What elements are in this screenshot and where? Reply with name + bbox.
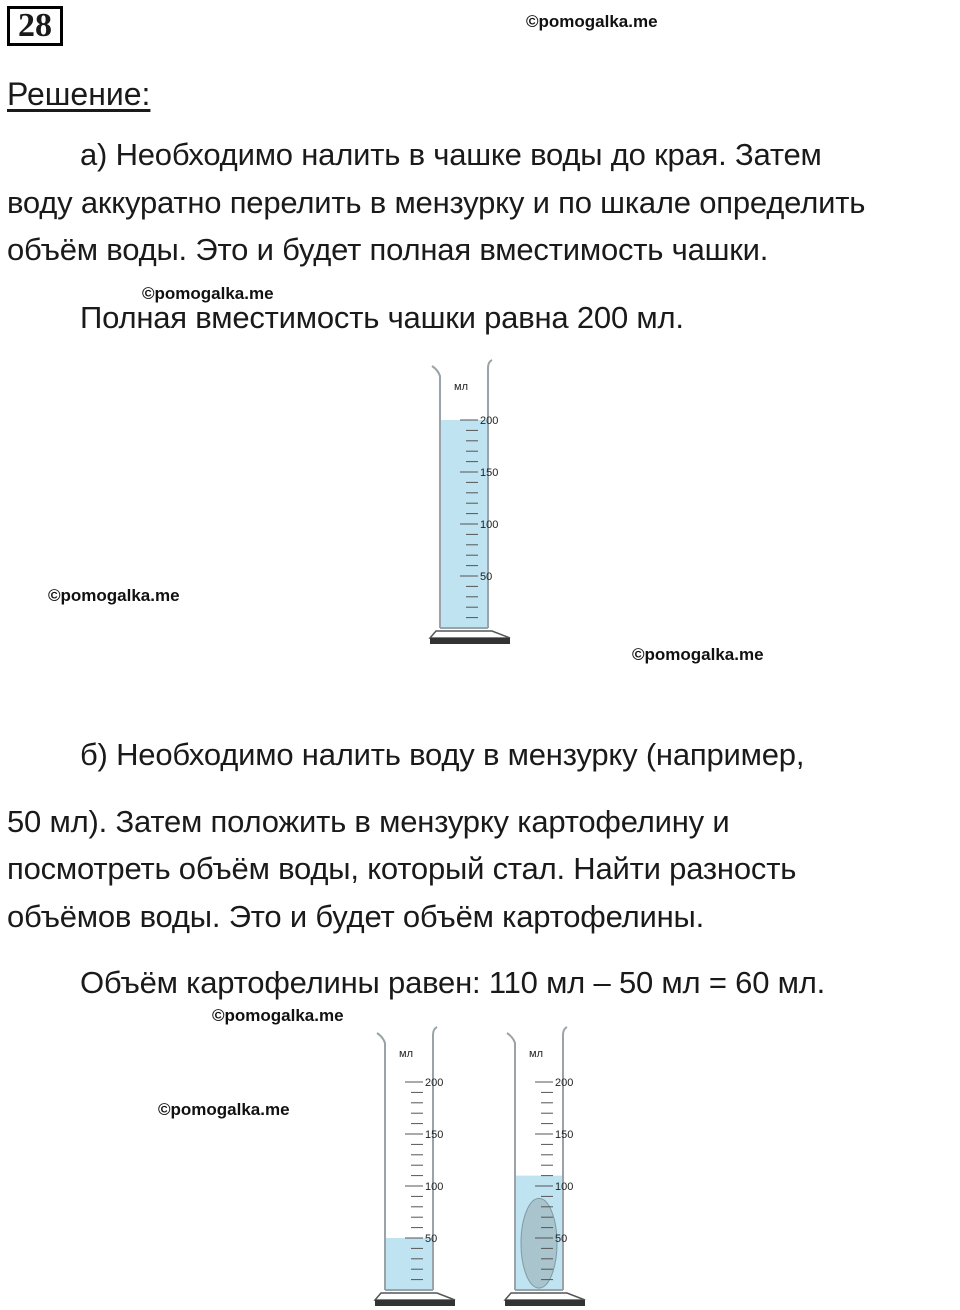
watermark: ©pomogalka.me — [48, 586, 180, 605]
water-fill — [385, 1238, 433, 1290]
cylinder-base — [505, 1293, 585, 1300]
scale-label: 200 — [555, 1077, 574, 1089]
scale-label: 50 — [480, 571, 493, 583]
part-a-answer: Полная вместимость чашки равна 200 мл. — [80, 300, 684, 335]
scale-label: 150 — [480, 467, 499, 479]
part-b-line-1: б) Необходимо налить воду в мензурку (например, — [80, 737, 805, 772]
measuring-cylinder-potato — [505, 1025, 620, 1305]
scale-label: 150 — [555, 1129, 574, 1141]
cylinder-base-foot — [505, 1300, 585, 1306]
watermark: ©pomogalka.me — [142, 284, 274, 303]
scale-label: 100 — [555, 1181, 574, 1193]
unit-label: мл — [399, 1048, 413, 1060]
cylinder-base — [375, 1293, 455, 1300]
watermark: ©pomogalka.me — [158, 1100, 290, 1119]
scale-label: 50 — [425, 1233, 438, 1245]
solution-heading: Решение: — [7, 76, 151, 112]
part-a-line-1: а) Необходимо налить в чашке воды до края. Затем — [80, 137, 822, 172]
part-a-line-2: воду аккуратно перелить в мензурку и по шкале определить — [7, 185, 866, 220]
part-b-line-3: посмотреть объём воды, который стал. Найти разность — [7, 851, 797, 886]
cylinder-base-foot — [430, 638, 510, 644]
part-b-line-4: объёмов воды. Это и будет объём картофелины. — [7, 899, 705, 934]
watermark: ©pomogalka.me — [632, 645, 764, 664]
scale-label: 200 — [480, 415, 499, 427]
scale-label: 150 — [425, 1129, 444, 1141]
watermark: ©pomogalka.me — [212, 1006, 344, 1025]
measuring-cylinder-full — [430, 358, 545, 643]
part-a-line-3: объём воды. Это и будет полная вместимость чашки. — [7, 232, 769, 267]
scale-label: 200 — [425, 1077, 444, 1089]
cylinder-base — [430, 631, 510, 638]
scale-label: 100 — [480, 519, 499, 531]
measuring-cylinder-water — [375, 1025, 490, 1305]
potato-shape — [521, 1198, 557, 1288]
task-number: 28 — [7, 6, 63, 46]
watermark: ©pomogalka.me — [526, 12, 658, 31]
part-b-line-2: 50 мл). Затем положить в мензурку картофелину и — [7, 804, 730, 839]
unit-label: мл — [454, 381, 468, 393]
unit-label: мл — [529, 1048, 543, 1060]
scale-label: 50 — [555, 1233, 568, 1245]
part-b-answer: Объём картофелины равен: 110 мл – 50 мл = 60 мл. — [80, 965, 826, 1000]
cylinder-base-foot — [375, 1300, 455, 1306]
scale-label: 100 — [425, 1181, 444, 1193]
